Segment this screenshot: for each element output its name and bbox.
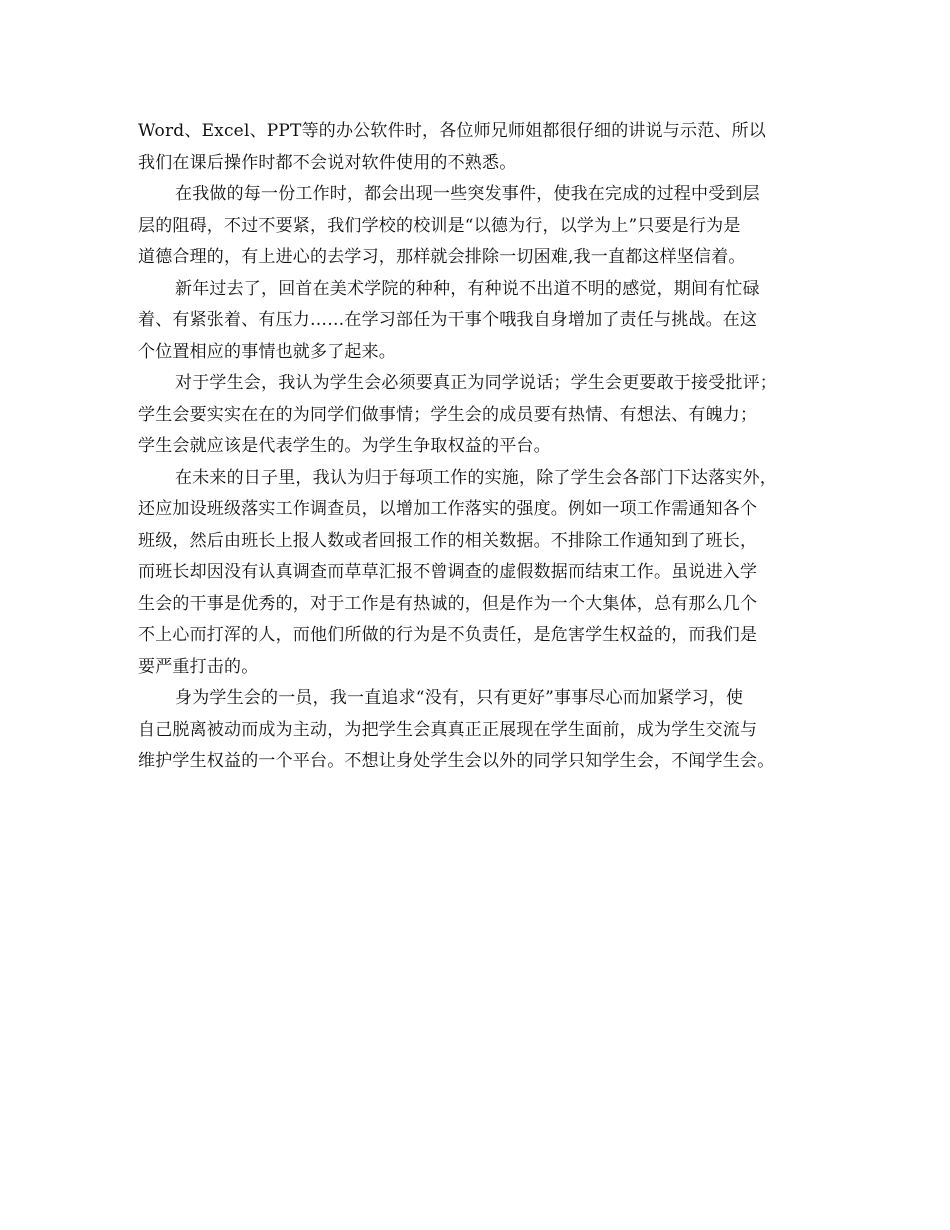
text-line: 学生会要实实在在的为同学们做事情；学生会的成员要有热情、有想法、有魄力； [138, 404, 758, 425]
paragraph-start-line: 对于学生会，我认为学生会必须要真正为同学说话；学生会更要敢于接受批评； [175, 373, 777, 393]
text-line: 班级，然后由班长上报人数或者回报工作的相关数据。不排除工作通知到了班长， [138, 530, 758, 551]
text-line: 着、有紧张着、有压力……在学习部任为干事个哦我自身增加了责任与挑战。在这 [138, 310, 758, 330]
paragraph-start-line: 在我做的每一份工作时，都会出现一些突发事件，使我在完成的过程中受到层 [175, 184, 760, 204]
text-line: 还应加设班级落实工作调查员，以增加工作落实的强度。例如一项工作需通知各个 [138, 499, 758, 519]
paragraph-start-line: 新年过去了，回首在美术学院的种种，有种说不出道不明的感觉，期间有忙碌 [175, 278, 760, 299]
text-line: Word、Excel、PPT等的办公软件时，各位师兄师姐都很仔细的讲说与示范、所以 [138, 121, 766, 141]
text-line: 自己脱离被动而成为主动，为把学生会真真正正展现在学生面前，成为学生交流与 [138, 719, 758, 740]
document-body [138, 116, 838, 778]
text-line: 而班长却因没有认真调查而草草汇报不曾调查的虚假数据而结束工作。虽说进入学 [138, 562, 758, 582]
text-line: 生会的干事是优秀的，对于工作是有热诚的，但是作为一个大集体，总有那么几个 [138, 593, 758, 614]
text-line: 我们在课后操作时都不会说对软件使用的不熟悉。 [138, 152, 517, 173]
text-line: 不上心而打浑的人，而他们所做的行为是不负责任，是危害学生权益的，而我们是 [138, 625, 758, 645]
text-line: 要严重打击的。 [138, 656, 259, 677]
text-line: 个位置相应的事情也就多了起来。 [138, 341, 396, 362]
text-line: 维护学生权益的一个平台。不想让身处学生会以外的同学只知学生会，不闻学生会。 [138, 751, 775, 771]
text-line: 道德合理的，有上进心的去学习，那样就会排除一切困难,我一直都这样坚信着。 [138, 247, 746, 267]
text-line: 学生会就应该是代表学生的。为学生争取权益的平台。 [138, 436, 551, 456]
text-line: 层的阻碍，不过不要紧，我们学校的校训是“以德为行，以学为上”只要是行为是 [138, 215, 741, 236]
paragraph-start-line: 在未来的日子里，我认为归于每项工作的实施，除了学生会各部门下达落实外， [175, 467, 777, 488]
paragraph-start-line: 身为学生会的一员，我一直追求“没有，只有更好”事事尽心而加紧学习，使 [175, 688, 744, 708]
